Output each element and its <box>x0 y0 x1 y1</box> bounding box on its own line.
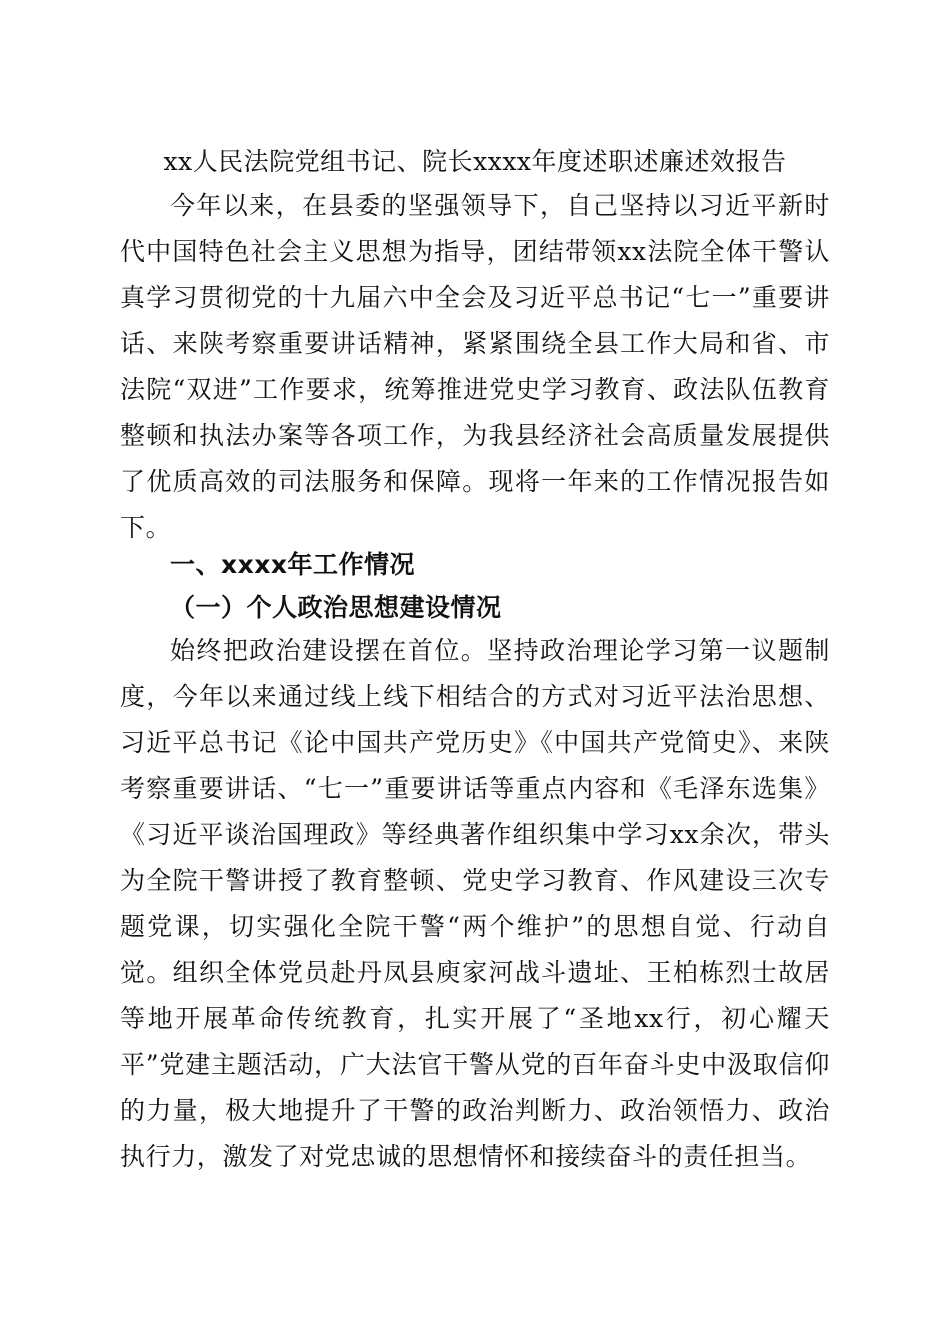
intro-paragraph: 今年以来，在县委的坚强领导下，自己坚持以习近平新时代中国特色社会主义思想为指导，团结带领xx法院全体干警认真学习贯彻党的十九届六中全会及习近平总书记“七一”重要讲话、来陕考察重要讲话精神，紧紧围绕全县工作大局和省、市法院“双进”工作要求，统筹推进党史学习教育、政法队伍教育整顿和执法办案等各项工作，为我县经济社会高质量发展提供了优质高效的司法服务和保障。现将一年来的工作情况报告如下。 <box>120 191 830 542</box>
subsection-heading: （一）个人政治思想建设情况 <box>170 593 502 622</box>
section-heading: 一、xxxx年工作情况 <box>170 550 416 579</box>
document-title: xx人民法院党组书记、院长xxxx年度述职述廉述效报告 <box>163 147 787 176</box>
subsection-paragraph: 始终把政治建设摆在首位。坚持政治理论学习第一议题制度，今年以来通过线上线下相结合的方式对习近平法治思想、习近平总书记《论中国共产党历史》《中国共产党简史》、来陕考察重要讲话、“七一”重要讲话等重点内容和《毛泽东选集》《习近平谈治国理政》等经典著作组织集中学习xx余次，带头为全院干警讲授了教育整顿、党史学习教育、作风建设三次专题党课，切实强化全院干警“两个维护”的思想自觉、行动自觉。组织全体党员赴丹凤县庾家河战斗遗址、王柏栋烈士故居等地开展革命传统教育，扎实开展了“圣地xx行，初心耀天平”党建主题活动，广大法官干警从党的百年奋斗史中汲取信仰的力量，极大地提升了干警的政治判断力、政治领悟力、政治执行力，激发了对党忠诚的思想情怀和接续奋斗的责任担当。 <box>120 636 830 1171</box>
